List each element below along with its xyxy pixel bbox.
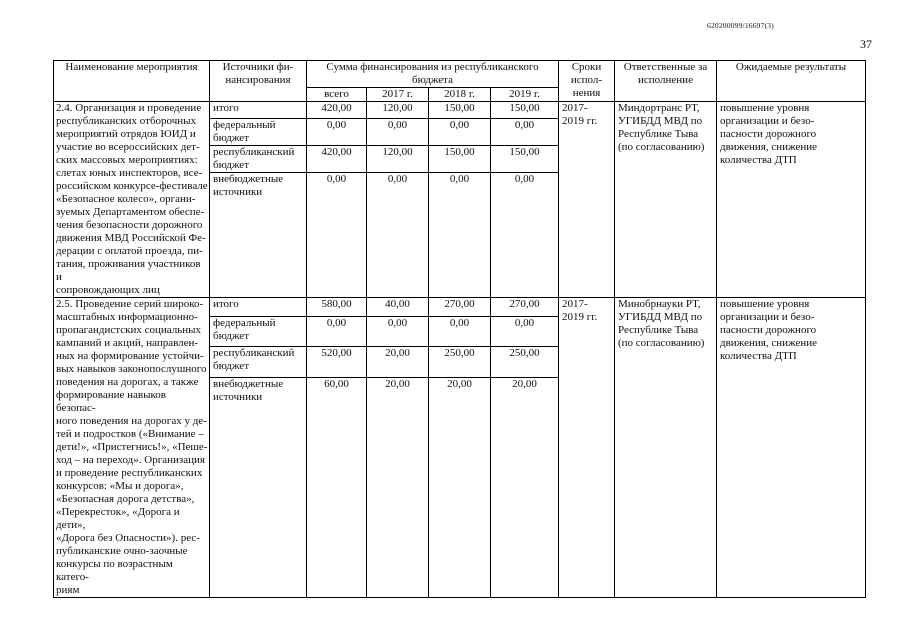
- amount-y2018-cell: 270,00: [429, 298, 491, 317]
- amount-total-cell: 0,00: [307, 317, 367, 347]
- measure-name-line: и проведение республиканских: [56, 467, 203, 479]
- measure-name-line: ход – на переход». Организация: [56, 454, 205, 466]
- header-responsible: Ответственные за исполнение: [615, 61, 717, 102]
- results-line: организации и безо-: [720, 311, 815, 323]
- terms-line: 2019 гг.: [562, 311, 598, 323]
- source-name-line: бюджет: [213, 132, 249, 145]
- header-name: Наименование мероприятия: [54, 61, 210, 102]
- source-name-line: итого: [213, 102, 239, 114]
- results-line: повышение уровня: [720, 298, 810, 310]
- header-2017: 2017 г.: [367, 88, 429, 102]
- source-name-line: бюджет: [213, 330, 249, 343]
- amount-y2017-cell: 40,00: [367, 298, 429, 317]
- amount-y2019-cell: 150,00: [491, 102, 559, 119]
- measure-name-line: кампаний и акций, направлен-: [56, 337, 199, 349]
- measure-name-line: формирование навыков безопас-: [56, 389, 166, 414]
- terms-line: 2019 гг.: [562, 115, 598, 127]
- measure-name-line: слетах юных инспекторов, все-: [56, 167, 203, 179]
- terms-cell: [559, 298, 615, 598]
- results-line: организации и безо-: [720, 115, 815, 127]
- amount-y2018-cell: 0,00: [429, 317, 491, 347]
- terms-line: 2017-: [562, 102, 588, 114]
- amount-total-cell: 0,00: [307, 119, 367, 146]
- measure-name-line: конкурсы по возрастным катего-: [56, 558, 173, 583]
- measure-name-line: мероприятий отрядов ЮИД и: [56, 128, 196, 140]
- source-name-line: внебюджетные: [213, 377, 284, 390]
- measure-name-line: «Безопасное колесо», органи-: [56, 193, 196, 205]
- table-row: [54, 298, 866, 317]
- source-cell: [210, 146, 307, 173]
- amount-y2018-cell: 250,00: [429, 347, 491, 377]
- amount-total-cell: 420,00: [307, 146, 367, 173]
- results-line: движения, снижение: [720, 337, 817, 349]
- measure-name-line: республиканских отборочных: [56, 115, 197, 127]
- measure-name-line: зуемых Департаментом обеспе-: [56, 206, 205, 218]
- results-line: количества ДТП: [720, 350, 797, 362]
- source-name-line: республиканский: [213, 347, 295, 360]
- amount-y2019-cell: 250,00: [491, 347, 559, 377]
- source-name-line: бюджет: [213, 360, 249, 373]
- amount-y2018-cell: 0,00: [429, 173, 491, 298]
- header-terms: Сроки испол-нения: [559, 61, 615, 102]
- amount-y2017-cell: 0,00: [367, 317, 429, 347]
- measure-name-line: российском конкурсе-фестивале: [56, 180, 208, 192]
- measure-name-line: 2.5. Проведение серий широко-: [56, 298, 204, 310]
- source-cell: [210, 377, 307, 597]
- measure-name-line: поведения на дорогах, а также: [56, 376, 199, 388]
- header-results: Ожидаемые результаты: [717, 61, 866, 102]
- funding-table: [53, 60, 866, 598]
- measure-name-line: 2.4. Организация и проведение: [56, 102, 202, 114]
- measure-name-line: чения безопасности дорожного: [56, 219, 203, 231]
- source-name-line: источники: [213, 390, 263, 403]
- header-total: всего: [307, 88, 367, 102]
- amount-y2018-cell: 150,00: [429, 146, 491, 173]
- source-cell: [210, 173, 307, 298]
- amount-y2019-cell: 0,00: [491, 173, 559, 298]
- responsible-cell: [615, 102, 717, 298]
- results-line: пасности дорожного: [720, 128, 817, 140]
- measure-name-line: сопровождающих лиц: [56, 284, 160, 296]
- header-row: [54, 61, 866, 88]
- measure-name-line: дерации с оплатой проезда, пи-: [56, 245, 203, 257]
- terms-cell: [559, 102, 615, 298]
- source-cell: [210, 347, 307, 377]
- source-cell: [210, 119, 307, 146]
- header-sources: Источники фи-нансирования: [210, 61, 307, 102]
- measure-name-line: тей и подростков («Внимание –: [56, 428, 204, 440]
- source-name-line: республиканский: [213, 146, 295, 159]
- header-2019: 2019 г.: [491, 88, 559, 102]
- measure-name-line: дети!», «Пристегнись!», «Пеше-: [56, 441, 208, 453]
- amount-total-cell: 0,00: [307, 173, 367, 298]
- measure-name-line: ных на формирование устойчи-: [56, 350, 204, 362]
- amount-total-cell: 580,00: [307, 298, 367, 317]
- amount-y2017-cell: 0,00: [367, 173, 429, 298]
- measure-name-line: «Перекресток», «Дорога и дети»,: [56, 506, 180, 531]
- amount-total-cell: 420,00: [307, 102, 367, 119]
- amount-y2019-cell: 0,00: [491, 119, 559, 146]
- source-cell: [210, 317, 307, 347]
- page-number: 37: [860, 37, 872, 51]
- header-funding: Сумма финансирования из республиканского бюджета: [307, 61, 559, 88]
- terms-line: 2017-: [562, 298, 588, 310]
- results-line: движения, снижение: [720, 141, 817, 153]
- amount-total-cell: 60,00: [307, 377, 367, 597]
- measure-name-line: пропагандистских социальных: [56, 324, 202, 336]
- source-name-line: внебюджетные: [213, 173, 284, 186]
- responsible-line: УГИБДД МВД по: [618, 115, 703, 127]
- measure-name-line: конкурсов: «Мы и дорога»,: [56, 480, 184, 492]
- measure-name-line: движения МВД Российской Фе-: [56, 232, 206, 244]
- amount-y2019-cell: 150,00: [491, 146, 559, 173]
- source-cell: [210, 102, 307, 119]
- amount-y2017-cell: 20,00: [367, 377, 429, 597]
- amount-y2019-cell: 20,00: [491, 377, 559, 597]
- measure-name-line: масштабных информационно-: [56, 311, 198, 323]
- responsible-line: (по согласованию): [618, 337, 705, 349]
- results-cell: [717, 298, 866, 598]
- measure-name-line: риям: [56, 584, 80, 596]
- amount-y2017-cell: 120,00: [367, 102, 429, 119]
- measure-name-line: ских массовых мероприятиях:: [56, 154, 198, 166]
- amount-y2017-cell: 120,00: [367, 146, 429, 173]
- amount-total-cell: 520,00: [307, 347, 367, 377]
- document-id: 620200099/16697(3): [707, 21, 774, 30]
- measure-name-cell: [54, 298, 210, 598]
- amount-y2018-cell: 20,00: [429, 377, 491, 597]
- header-2018: 2018 г.: [429, 88, 491, 102]
- measure-name-line: «Безопасная дорога детства»,: [56, 493, 195, 505]
- source-name-line: федеральный: [213, 317, 276, 330]
- source-cell: [210, 298, 307, 317]
- responsible-cell: [615, 298, 717, 598]
- responsible-line: Миндортранс РТ,: [618, 102, 700, 114]
- responsible-line: (по согласованию): [618, 141, 705, 153]
- results-line: пасности дорожного: [720, 324, 817, 336]
- measure-name-line: вых навыков законопослушного: [56, 363, 207, 375]
- responsible-line: Республике Тыва: [618, 128, 699, 140]
- measure-name-line: «Дорога без Опасности»). рес-: [56, 532, 200, 544]
- results-line: повышение уровня: [720, 102, 810, 114]
- results-cell: [717, 102, 866, 298]
- table-row: [54, 102, 866, 119]
- measure-name-line: участие во всероссийских дет-: [56, 141, 200, 153]
- amount-y2017-cell: 20,00: [367, 347, 429, 377]
- amount-y2017-cell: 0,00: [367, 119, 429, 146]
- amount-y2019-cell: 270,00: [491, 298, 559, 317]
- source-name-line: итого: [213, 298, 239, 310]
- responsible-line: Минобрнауки РТ,: [618, 298, 701, 310]
- responsible-line: Республике Тыва: [618, 324, 699, 336]
- responsible-line: УГИБДД МВД по: [618, 311, 703, 323]
- amount-y2018-cell: 0,00: [429, 119, 491, 146]
- amount-y2018-cell: 150,00: [429, 102, 491, 119]
- source-name-line: источники: [213, 186, 263, 199]
- source-name-line: бюджет: [213, 159, 249, 172]
- measure-name-cell: [54, 102, 210, 298]
- measure-name-line: публиканские очно-заочные: [56, 545, 188, 557]
- results-line: количества ДТП: [720, 154, 797, 166]
- amount-y2019-cell: 0,00: [491, 317, 559, 347]
- source-name-line: федеральный: [213, 119, 276, 132]
- measure-name-line: тания, проживания участников и: [56, 258, 201, 283]
- measure-name-line: ного поведения на дорогах у де-: [56, 415, 207, 427]
